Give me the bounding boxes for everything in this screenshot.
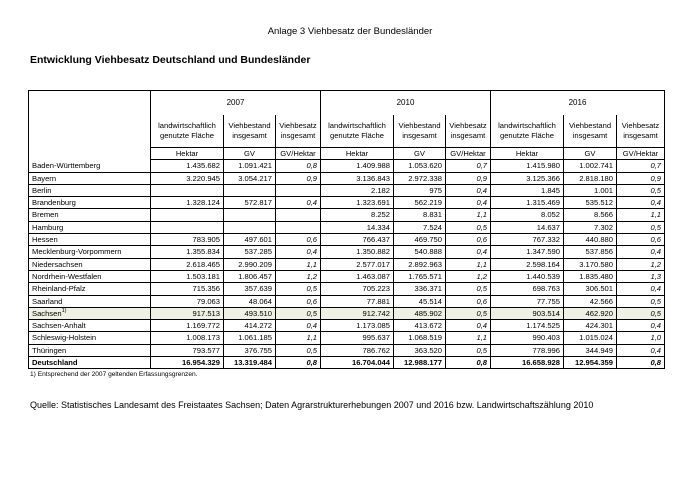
cell-area-2010: 912.742 xyxy=(321,307,394,319)
cell-density-2016: 0,8 xyxy=(617,357,665,369)
cell-area-2007: 16.954.329 xyxy=(151,357,224,369)
cell-area-2010: 3.136.843 xyxy=(321,172,394,184)
cell-stock-2010: 2.892.963 xyxy=(394,258,446,270)
cell-density-2010: 0,4 xyxy=(446,246,491,258)
unit-stock: GV xyxy=(224,148,276,160)
cell-stock-2016: 440.880 xyxy=(564,234,617,246)
table-row xyxy=(29,270,665,282)
cell-density-2007: 0,4 xyxy=(276,246,321,258)
cell-density-2007: 0,5 xyxy=(276,344,321,356)
cell-area-2010: 1.173.085 xyxy=(321,320,394,332)
cell-density-2016: 0,5 xyxy=(617,295,665,307)
table-row xyxy=(29,307,665,319)
cell-stock-2010: 540.888 xyxy=(394,246,446,258)
cell-density-2010: 0,5 xyxy=(446,221,491,233)
state-name xyxy=(29,258,151,270)
year-header-2016: 2016 xyxy=(491,91,665,116)
col-label-area: landwirtschaftlich genutzte Fläche xyxy=(158,121,216,140)
cell-stock-2016: 462.920 xyxy=(564,307,617,319)
state-name-text: Bremen xyxy=(32,210,59,220)
table-row xyxy=(29,209,665,221)
cell-stock-2007 xyxy=(224,209,276,221)
cell-area-2007: 1.169.772 xyxy=(151,320,224,332)
cell-stock-2007: 48.064 xyxy=(224,295,276,307)
state-name-text: Schleswig-Holstein xyxy=(32,333,97,343)
cell-area-2010: 1.409.988 xyxy=(321,160,394,172)
unit-stock: GV xyxy=(564,148,617,160)
cell-density-2007: 0,9 xyxy=(276,172,321,184)
cell-area-2016: 14.637 xyxy=(491,221,564,233)
cell-area-2010: 8.252 xyxy=(321,209,394,221)
state-name xyxy=(29,307,151,319)
cell-area-2016: 778.996 xyxy=(491,344,564,356)
state-name-text: Thüringen xyxy=(32,345,67,355)
state-name xyxy=(29,246,151,258)
cell-area-2016: 1.347.590 xyxy=(491,246,564,258)
cell-stock-2016: 1.002.741 xyxy=(564,160,617,172)
col-label-stock: Viehbestand insgesamt xyxy=(564,115,617,148)
cell-density-2016: 0,9 xyxy=(617,172,665,184)
cell-area-2007: 1.008.173 xyxy=(151,332,224,344)
state-name xyxy=(29,184,151,196)
cell-stock-2010: 45.514 xyxy=(394,295,446,307)
cell-stock-2016: 535.512 xyxy=(564,197,617,209)
cell-area-2010: 766.437 xyxy=(321,234,394,246)
cell-area-2007 xyxy=(151,184,224,196)
cell-stock-2007 xyxy=(224,221,276,233)
cell-area-2016: 1.415.980 xyxy=(491,160,564,172)
table-row xyxy=(29,246,665,258)
cell-density-2010: 0,8 xyxy=(446,357,491,369)
cell-density-2016: 1,3 xyxy=(617,270,665,282)
unit-density: GV/Hektar xyxy=(446,148,491,160)
table-row xyxy=(29,172,665,184)
cell-density-2016: 0,4 xyxy=(617,320,665,332)
cell-stock-2007: 1.091.421 xyxy=(224,160,276,172)
cell-density-2010: 1,1 xyxy=(446,209,491,221)
cell-area-2007: 1.435.682 xyxy=(151,160,224,172)
col-label-stock: Viehbestand insgesamt xyxy=(224,115,276,148)
cell-stock-2016: 424.301 xyxy=(564,320,617,332)
cell-stock-2007: 1.806.457 xyxy=(224,270,276,282)
cell-density-2010: 1,2 xyxy=(446,270,491,282)
cell-density-2016: 1,1 xyxy=(617,209,665,221)
cell-stock-2010: 1.765.571 xyxy=(394,270,446,282)
cell-area-2007: 3.220.945 xyxy=(151,172,224,184)
cell-density-2007: 0,4 xyxy=(276,320,321,332)
cell-stock-2016: 12.954.359 xyxy=(564,357,617,369)
cell-area-2016: 1.845 xyxy=(491,184,564,196)
state-name-text: Niedersachsen xyxy=(32,259,83,269)
cell-density-2010: 0,5 xyxy=(446,307,491,319)
col-label-area: landwirtschaftlich genutzte Fläche xyxy=(491,115,564,148)
cell-density-2016: 0,7 xyxy=(617,160,665,172)
cell-density-2010: 0,4 xyxy=(446,197,491,209)
table-row xyxy=(29,344,665,356)
cell-area-2016: 698.763 xyxy=(491,283,564,295)
cell-area-2016: 990.403 xyxy=(491,332,564,344)
cell-area-2010: 77.881 xyxy=(321,295,394,307)
unit-density: GV/Hektar xyxy=(617,148,665,160)
cell-area-2007: 917.513 xyxy=(151,307,224,319)
cell-stock-2007: 572.817 xyxy=(224,197,276,209)
annex-title: Anlage 3 Viehbesatz der Bundesländer xyxy=(267,26,433,37)
state-name-text: Baden-Württemberg xyxy=(32,161,101,171)
table-row xyxy=(29,197,665,209)
col-label-area: landwirtschaftlich genutzte Fläche xyxy=(321,115,394,148)
state-name-text: Hamburg xyxy=(32,222,64,232)
state-name xyxy=(29,270,151,282)
cell-density-2016: 1,2 xyxy=(617,258,665,270)
cell-density-2016: 1,0 xyxy=(617,332,665,344)
source-note: Quelle: Statistisches Landesamt des Freistaates Sachsen; Daten Agrarstrukturerhebungen 2007 und 2016 bzw. Landwirtschaftszählung 2010 xyxy=(30,400,594,410)
cell-stock-2010: 336.371 xyxy=(394,283,446,295)
cell-stock-2007: 357.639 xyxy=(224,283,276,295)
cell-stock-2010: 485.902 xyxy=(394,307,446,319)
col-label-density: Viehbesatz insgesamt xyxy=(446,115,491,148)
cell-density-2010: 0,6 xyxy=(446,295,491,307)
cell-area-2007 xyxy=(151,209,224,221)
cell-stock-2007: 537.285 xyxy=(224,246,276,258)
table-row xyxy=(29,234,665,246)
cell-area-2010: 1.323.691 xyxy=(321,197,394,209)
cell-area-2016: 3.125.366 xyxy=(491,172,564,184)
table-row xyxy=(29,283,665,295)
state-name xyxy=(29,209,151,221)
cell-area-2007: 793.577 xyxy=(151,344,224,356)
corner-cell xyxy=(29,91,151,160)
col-label-density: Viehbesatz insgesamt xyxy=(276,115,321,148)
cell-stock-2010: 1.053.620 xyxy=(394,160,446,172)
cell-area-2016: 1.440.539 xyxy=(491,270,564,282)
table-row xyxy=(29,295,665,307)
cell-area-2016: 2.598.164 xyxy=(491,258,564,270)
state-name xyxy=(29,283,151,295)
cell-density-2007: 1,1 xyxy=(276,258,321,270)
cell-stock-2007: 13.319.484 xyxy=(224,357,276,369)
cell-density-2010: 0,4 xyxy=(446,320,491,332)
cell-stock-2016: 344.949 xyxy=(564,344,617,356)
year-header-2010: 2010 xyxy=(321,91,491,116)
table-body xyxy=(29,160,665,369)
cell-stock-2007: 376.755 xyxy=(224,344,276,356)
col-label-stock: Viehbestand insgesamt xyxy=(394,115,446,148)
cell-stock-2016: 1.015.024 xyxy=(564,332,617,344)
cell-area-2010: 2.182 xyxy=(321,184,394,196)
cell-area-2016: 767.332 xyxy=(491,234,564,246)
state-name xyxy=(29,221,151,233)
state-name xyxy=(29,344,151,356)
cell-density-2007: 0,6 xyxy=(276,295,321,307)
cell-stock-2010: 363.520 xyxy=(394,344,446,356)
cell-area-2016: 1.174.525 xyxy=(491,320,564,332)
cell-density-2007: 0,5 xyxy=(276,307,321,319)
cell-area-2016: 16.658.928 xyxy=(491,357,564,369)
cell-stock-2016: 1.835.480 xyxy=(564,270,617,282)
cell-area-2007 xyxy=(151,221,224,233)
cell-density-2010: 1,1 xyxy=(446,332,491,344)
state-name xyxy=(29,197,151,209)
cell-density-2010: 0,9 xyxy=(446,172,491,184)
year-header-2007: 2007 xyxy=(226,98,245,108)
state-name-text: Rheinland-Pfalz xyxy=(32,284,86,294)
cell-stock-2010: 975 xyxy=(394,184,446,196)
cell-stock-2010: 413.672 xyxy=(394,320,446,332)
state-name xyxy=(29,160,151,172)
cell-area-2007: 715.356 xyxy=(151,283,224,295)
table-row xyxy=(29,160,665,172)
table-row xyxy=(29,332,665,344)
state-name xyxy=(29,295,151,307)
cell-stock-2016: 7.302 xyxy=(564,221,617,233)
cell-density-2016: 0,4 xyxy=(617,246,665,258)
table-row xyxy=(29,184,665,196)
cell-density-2007: 0,6 xyxy=(276,234,321,246)
state-name-text: Berlin xyxy=(32,185,52,195)
cell-density-2007: 0,8 xyxy=(276,160,321,172)
state-name-text: Sachsen-Anhalt xyxy=(32,321,86,331)
cell-stock-2016: 8.566 xyxy=(564,209,617,221)
state-name xyxy=(29,357,151,369)
cell-density-2016: 0,5 xyxy=(617,221,665,233)
cell-area-2016: 77.755 xyxy=(491,295,564,307)
cell-stock-2010: 1.068.519 xyxy=(394,332,446,344)
state-name-text: Deutschland xyxy=(32,358,78,368)
cell-stock-2016: 537.856 xyxy=(564,246,617,258)
footnote: 1) Entsprechend der 2007 geltenden Erfassungsgrenzen. xyxy=(30,371,198,378)
cell-area-2007: 2.618.465 xyxy=(151,258,224,270)
cell-density-2010: 1,1 xyxy=(446,258,491,270)
col-label-density: Viehbesatz insgesamt xyxy=(617,115,665,148)
total-row xyxy=(29,357,665,369)
cell-stock-2016: 306.501 xyxy=(564,283,617,295)
cell-density-2007: 0,5 xyxy=(276,283,321,295)
cell-stock-2007: 414.272 xyxy=(224,320,276,332)
cell-density-2007 xyxy=(276,221,321,233)
cell-density-2016: 0,4 xyxy=(617,283,665,295)
cell-area-2010: 1.463.087 xyxy=(321,270,394,282)
cell-density-2007: 1,1 xyxy=(276,332,321,344)
cell-area-2007: 1.503.181 xyxy=(151,270,224,282)
state-name xyxy=(29,234,151,246)
cell-density-2007 xyxy=(276,184,321,196)
cell-density-2010: 0,7 xyxy=(446,160,491,172)
cell-stock-2007: 1.061.185 xyxy=(224,332,276,344)
cell-area-2010: 1.350.882 xyxy=(321,246,394,258)
table-row xyxy=(29,258,665,270)
cell-area-2007: 1.355.834 xyxy=(151,246,224,258)
cell-area-2016: 1.315.469 xyxy=(491,197,564,209)
cell-area-2007: 79.063 xyxy=(151,295,224,307)
cell-stock-2010: 562.219 xyxy=(394,197,446,209)
cell-area-2010: 2.577.017 xyxy=(321,258,394,270)
cell-area-2010: 16.704.044 xyxy=(321,357,394,369)
cell-stock-2010: 7.524 xyxy=(394,221,446,233)
cell-density-2016: 0,5 xyxy=(617,184,665,196)
cell-area-2016: 903.514 xyxy=(491,307,564,319)
cell-stock-2010: 469.750 xyxy=(394,234,446,246)
state-name-text: Sachsen xyxy=(32,308,62,318)
cell-density-2016: 0,6 xyxy=(617,234,665,246)
cell-stock-2010: 12.988.177 xyxy=(394,357,446,369)
cell-stock-2016: 42.566 xyxy=(564,295,617,307)
state-name-text: Hessen xyxy=(32,235,58,245)
state-name-text: Nordrhein-Westfalen xyxy=(32,271,102,281)
cell-density-2016: 0,5 xyxy=(617,307,665,319)
unit-density: GV/Hektar xyxy=(276,148,321,160)
cell-density-2007: 1,2 xyxy=(276,270,321,282)
cell-density-2007 xyxy=(276,209,321,221)
cell-stock-2010: 8.831 xyxy=(394,209,446,221)
cell-area-2016: 8.052 xyxy=(491,209,564,221)
cell-stock-2016: 1.001 xyxy=(564,184,617,196)
cell-density-2010: 0,5 xyxy=(446,344,491,356)
cell-area-2007: 1.328.124 xyxy=(151,197,224,209)
cell-density-2010: 0,5 xyxy=(446,283,491,295)
cell-area-2010: 786.762 xyxy=(321,344,394,356)
cell-stock-2007: 2.990.209 xyxy=(224,258,276,270)
cell-density-2016: 0,4 xyxy=(617,344,665,356)
cell-stock-2007 xyxy=(224,184,276,196)
unit-area: Hektar xyxy=(491,148,564,160)
cell-stock-2016: 2.818.180 xyxy=(564,172,617,184)
table-row xyxy=(29,221,665,233)
state-name-text: Saarland xyxy=(32,296,63,306)
cell-density-2007: 0,8 xyxy=(276,357,321,369)
cell-area-2010: 705.223 xyxy=(321,283,394,295)
state-name-text: Bayern xyxy=(32,173,57,183)
cell-area-2007: 783.905 xyxy=(151,234,224,246)
page-heading: Entwicklung Viehbesatz Deutschland und Bundesländer xyxy=(30,54,311,66)
cell-area-2010: 995.637 xyxy=(321,332,394,344)
unit-stock: GV xyxy=(394,148,446,160)
cell-density-2007: 0,4 xyxy=(276,197,321,209)
state-name xyxy=(29,320,151,332)
footnote-marker: 1) xyxy=(61,307,67,314)
cell-stock-2010: 2.972.338 xyxy=(394,172,446,184)
unit-area: Hektar xyxy=(151,148,224,160)
table-row xyxy=(29,320,665,332)
cell-stock-2007: 497.601 xyxy=(224,234,276,246)
state-name xyxy=(29,332,151,344)
cell-stock-2016: 3.170.580 xyxy=(564,258,617,270)
livestock-table xyxy=(28,90,665,369)
state-name-text: Mecklenburg-Vorpommern xyxy=(32,247,122,257)
cell-density-2016: 0,4 xyxy=(617,197,665,209)
cell-area-2010: 14.334 xyxy=(321,221,394,233)
cell-stock-2007: 3.054.217 xyxy=(224,172,276,184)
cell-stock-2007: 493.510 xyxy=(224,307,276,319)
cell-density-2010: 0,6 xyxy=(446,234,491,246)
state-name xyxy=(29,172,151,184)
state-name-text: Brandenburg xyxy=(32,198,76,208)
unit-area: Hektar xyxy=(321,148,394,160)
cell-density-2010: 0,4 xyxy=(446,184,491,196)
